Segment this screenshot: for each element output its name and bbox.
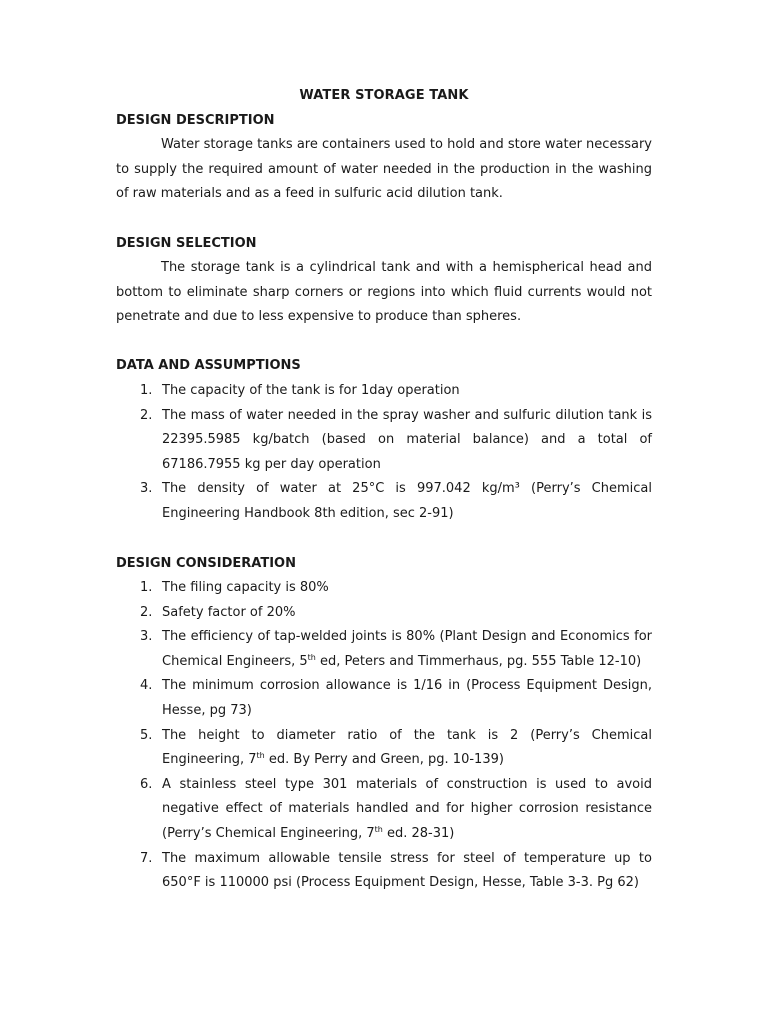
list-number: 7. [140,850,153,866]
list-item-text: The maximum allowable tensile stress for steel of temperature up to 650°F is 110000 psi (Process Equipment Design, Hesse, Table 3-3. Pg 62) [162,850,652,891]
list-item-text: The capacity of the tank is for 1day operation [162,383,460,398]
list-item-text: Safety factor of 20% [162,604,296,620]
list-item-text-cont: ed. By Perry and Green, pg. 10-139) [264,752,504,768]
list-number: 3. [140,629,153,645]
superscript: th [256,751,265,761]
list-item [116,601,652,626]
list-number: 5. [140,727,153,743]
superscript: th [374,824,383,834]
list-number: 1. [140,580,153,595]
design-description-text: Water storage tanks are containers used to hold and store water necessary to supply the required amount of water needed in the production in the washing of raw materials and as a feed in sulfuric acid dilution tank. [116,137,652,202]
list-item-text: The density of water at 25°C is 997.042 kg/m³ (Perry’s Chemical Engineering Handbook 8th edition, sec 2-91) [162,481,652,521]
design-selection-heading: DESIGN SELECTION [116,236,257,251]
list-item-text-cont: ed. 28-31) [382,825,455,841]
design-description-heading: DESIGN DESCRIPTION [116,113,275,128]
list-number: 3. [140,481,153,497]
list-item-text: The efficiency of tap-welded joints is 80% (Plant Design and Economics for Chemical Engineers, 5 [162,629,652,669]
list-number: 1. [140,383,153,398]
list-item [116,404,652,478]
list-item-text: The filing capacity is 80% [162,580,329,595]
list-number: 6. [140,776,153,792]
list-number: 4. [140,678,153,694]
list-item-text: The minimum corrosion allowance is 1/16 in (Process Equipment Design, Hesse, pg 73) [162,678,652,718]
list-item [116,674,652,723]
list-item [116,773,652,847]
list-item-text: The mass of water needed in the spray washer and sulfuric dilution tank is 22395.5985 kg/batch (based on material balance) and a total of 67186.7955 kg per day operation [162,407,652,472]
list-item-text-cont: ed, Peters and Timmerhaus, pg. 555 Table 12-10) [315,653,642,669]
list-item-text: A stainless steel type 301 materials of construction is used to avoid negative effect of materials handled and for higher corrosion resistance (Perry’s Chemical Engineering, 7 [162,776,652,841]
list-number: 2. [140,604,153,620]
list-number: 2. [140,407,153,423]
design-selection-paragraph [116,256,652,330]
list-item [116,724,652,773]
design-consideration-list [116,576,652,896]
list-item [116,477,652,526]
design-selection-text: The storage tank is a cylindrical tank and with a hemispherical head and bottom to eliminate sharp corners or regions into which fluid currents would not penetrate and due to less expensive to produce than spheres. [116,260,652,325]
list-item [116,576,652,601]
list-item [116,847,652,896]
page-title: WATER STORAGE TANK [299,88,469,103]
superscript: th [307,652,316,662]
data-assumptions-list [116,379,652,527]
list-item [116,625,652,674]
list-item-text: The height to diameter ratio of the tank is 2 (Perry’s Chemical Engineering, 7 [162,727,652,768]
data-assumptions-heading: DATA AND ASSUMPTIONS [116,358,301,373]
design-consideration-heading: DESIGN CONSIDERATION [116,556,296,571]
design-description-paragraph [116,133,652,207]
list-item [116,379,652,404]
